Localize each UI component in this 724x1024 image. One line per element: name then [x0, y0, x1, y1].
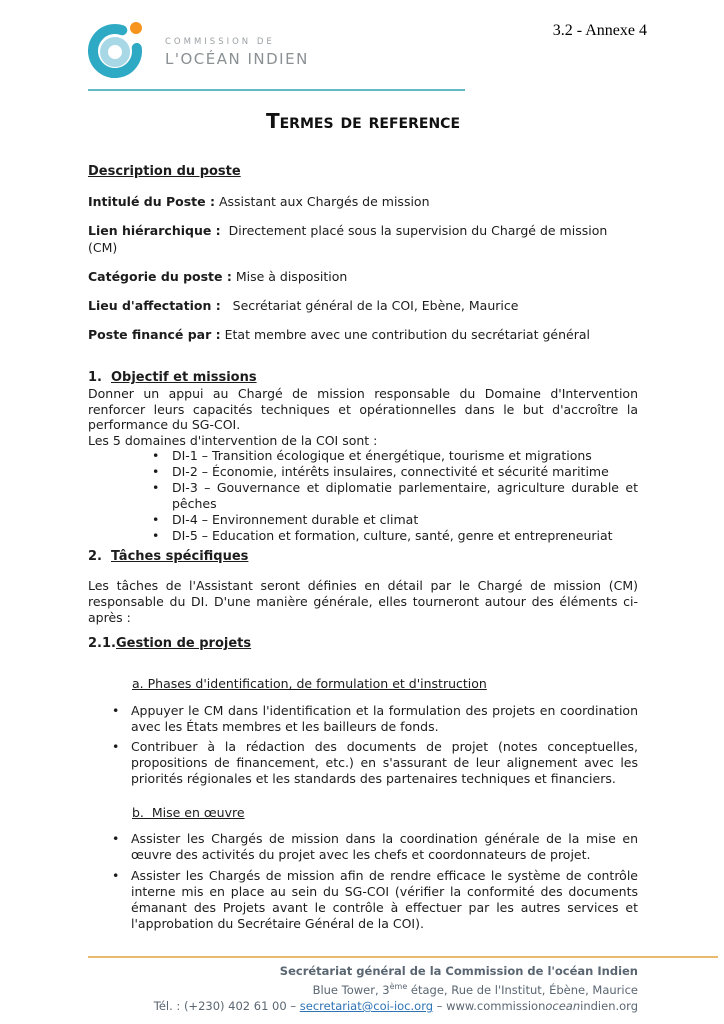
list-item-text: DI-1 – Transition écologique et énergétique, tourisme et migrations	[172, 448, 592, 463]
field-label: Lien hiérarchique :	[88, 223, 221, 238]
section1-intro: Donner un appui au Chargé de mission responsable du Domaine d'Intervention renforcer leurs capacités techniques et opérationnelles dans le but d'accroître la performance du SG-COI.	[88, 386, 638, 432]
field-value: Assistant aux Chargés de mission	[215, 194, 430, 209]
list-item	[112, 703, 638, 735]
part-b-bullet-list	[88, 831, 638, 932]
document-body	[88, 104, 638, 932]
bullet-icon: •	[152, 480, 160, 495]
bullet-icon: •	[112, 739, 120, 754]
list-item-text: DI-2 – Économie, intérêts insulaires, connectivité et sécurité maritime	[172, 464, 609, 479]
field-value: Mise à disposition	[231, 269, 348, 284]
footer-address-post: étage, Rue de l'Institut, Ébène, Maurice	[407, 982, 638, 997]
annex-label: 3.2 - Annexe 4	[552, 22, 647, 39]
list-item	[152, 512, 638, 528]
field-label: Intitulé du Poste :	[88, 194, 215, 209]
list-item-text: DI-3 – Gouvernance et diplomatie parlementaire, agriculture durable et pêches	[172, 480, 638, 511]
footer-address-pre: Blue Tower, 3	[312, 982, 390, 997]
subsection-2-1-heading	[88, 635, 638, 652]
list-item	[112, 868, 638, 932]
list-item-text: Appuyer le CM dans l'identification et la formulation des projets en coordination avec les États membres et les bailleurs de fonds.	[131, 703, 638, 734]
bullet-icon: •	[152, 464, 160, 479]
di-bullet-list	[88, 448, 638, 544]
field-value: Directement placé sous la supervision du Chargé de mission (CM)	[88, 223, 612, 255]
field-value: Secrétariat général de la COI, Ebène, Maurice	[220, 298, 519, 313]
bullet-icon: •	[152, 512, 160, 527]
field-label: Poste financé par :	[88, 327, 221, 342]
section2-number: 2.	[88, 549, 102, 564]
field-label: Lieu d'affectation :	[88, 298, 221, 313]
section2-heading	[88, 548, 638, 565]
part-b-heading: b. Mise en œuvre	[132, 805, 245, 820]
page-title: Termes de reference	[265, 109, 461, 133]
list-item-text: DI-4 – Environnement durable et climat	[172, 512, 419, 527]
section2-title: Tâches spécifiques	[110, 549, 249, 564]
field-intitule	[88, 193, 638, 210]
footer-organization: Secrétariat général de la Commission de l'océan Indien	[279, 964, 638, 978]
list-item	[112, 831, 638, 863]
website-text-post: indien.org	[580, 998, 638, 1013]
logo-text-line2: L'OCÉAN INDIEN	[165, 50, 309, 68]
footer-address-sup: ème	[389, 982, 408, 991]
list-item	[152, 464, 638, 480]
list-item-text: Contribuer à la rédaction des documents de projet (notes conceptuelles, propositions de financement, etc.) en s'assurant de leur alignement avec les priorités régionales et les standards des partenaires techniques et financiers.	[131, 739, 638, 786]
bullet-icon: •	[112, 831, 120, 846]
list-item-text: Assister les Chargés de mission afin de rendre efficace le système de contrôle interne mis en place au sein du SG-COI (vérifier la conformité des documents émanant des Projets avant le contrôle à effectuer par les autres services et l'approbation du Secrétaire Général de la COI).	[131, 868, 638, 931]
list-item-text: Assister les Chargés de mission dans la coordination générale de la mise en œuvre des activités du projet avec les chefs et coordonnateurs de projet.	[131, 831, 638, 862]
footer-contact	[154, 998, 638, 1014]
bullet-icon: •	[152, 448, 160, 463]
list-item	[152, 480, 638, 512]
field-value: Etat membre avec une contribution du secrétariat général	[220, 327, 590, 342]
footer-tel: Tél. : (+230) 402 61 00	[153, 998, 287, 1013]
coi-logo	[88, 16, 309, 84]
part-a-heading: a. Phases d'identification, de formulation et d'instruction	[132, 676, 487, 691]
section1-heading	[88, 369, 638, 386]
email-link[interactable]: secretariat@coi-ioc.org	[299, 998, 434, 1013]
job-fields	[88, 193, 638, 343]
footer-address	[154, 979, 638, 998]
list-item	[152, 448, 638, 464]
subsection-title: Gestion de projets	[115, 636, 252, 651]
list-item	[152, 528, 638, 544]
footer-separator: –	[433, 998, 447, 1013]
field-lieu-affectation	[88, 297, 638, 314]
logo-text	[165, 37, 309, 68]
field-label: Catégorie du poste :	[88, 269, 232, 284]
section2-intro: Les tâches de l'Assistant seront définies en détail par le Chargé de mission (CM) responsable du DI. D'une manière générale, elles tourneront autour des éléments ci-après :	[88, 578, 638, 625]
subsection-number: 2.1.	[88, 636, 116, 651]
section1-list-intro: Les 5 domaines d'intervention de la COI sont :	[88, 432, 378, 448]
website-text-pre: www.commission	[446, 998, 546, 1013]
bullet-icon: •	[112, 703, 120, 718]
footer-divider	[88, 956, 718, 958]
website-text-italic: ocean	[545, 998, 581, 1013]
list-item-text: DI-5 – Education et formation, culture, santé, genre et entrepreneuriat	[172, 528, 613, 543]
description-heading: Description du poste	[88, 164, 241, 179]
field-poste-finance	[88, 326, 638, 343]
bullet-icon: •	[112, 868, 120, 883]
field-lien-hierarchique	[88, 222, 638, 256]
section1-number: 1.	[88, 370, 102, 385]
footer-separator: –	[286, 998, 300, 1013]
part-a-bullet-list	[88, 703, 638, 787]
coi-swirl-logo-icon	[88, 16, 152, 84]
list-item	[112, 739, 638, 787]
field-categorie	[88, 268, 638, 285]
logo-text-line1: COMMISSION DE	[165, 37, 275, 47]
section1-title: Objectif et missions	[110, 370, 257, 385]
header-divider	[88, 89, 465, 91]
footer	[154, 963, 638, 1014]
bullet-icon: •	[152, 528, 160, 543]
